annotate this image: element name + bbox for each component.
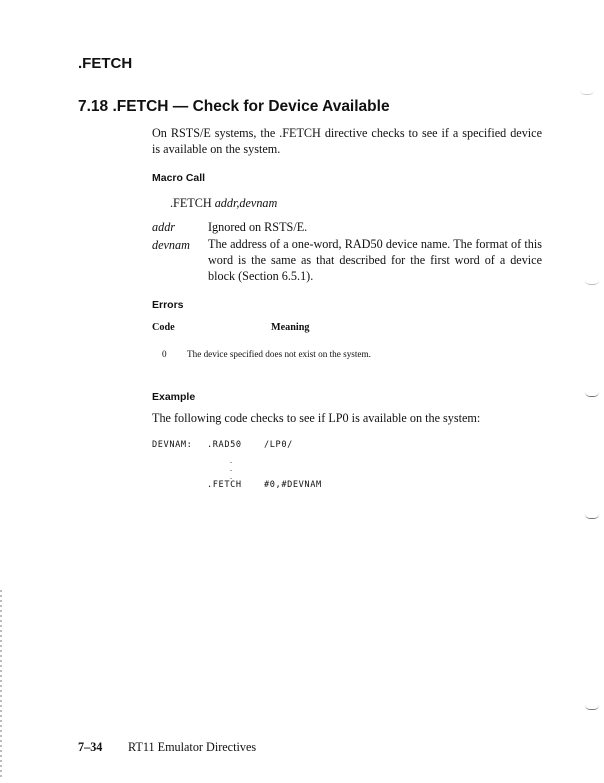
macro-call-heading: Macro Call — [152, 172, 206, 184]
code-op: .RAD50 — [207, 440, 242, 450]
argument-description: Ignored on RSTS/E. — [208, 220, 308, 234]
margin-mark — [585, 392, 599, 397]
section-title — [78, 98, 390, 116]
argument-name: addr — [152, 220, 176, 234]
section-number: 7.18 — [78, 98, 109, 115]
errors-code-header: Code — [152, 322, 175, 333]
error-meaning: The device specified does not exist on the system. — [187, 349, 371, 359]
margin-mark — [585, 280, 599, 285]
macro-directive: .FETCH — [170, 196, 212, 210]
code-arg: #0,#DEVNAM — [264, 480, 322, 490]
margin-mark — [580, 90, 594, 95]
argument-description: The address of a one-word, RAD50 device name. The format of this word is the same as that described for the first word of a device block (Section 6.5.1). — [208, 237, 542, 283]
section-title-text: .FETCH — Check for Device Available — [112, 98, 390, 115]
error-code: 0 — [162, 349, 167, 359]
argument-name: devnam — [152, 238, 190, 252]
page-number: 7–34 — [78, 740, 103, 754]
example-heading: Example — [152, 391, 196, 403]
code-op: .FETCH — [207, 480, 242, 490]
margin-mark — [585, 514, 599, 519]
scan-edge — [0, 590, 2, 780]
footer-chapter: RT11 Emulator Directives — [128, 740, 257, 754]
running-head: .FETCH — [78, 55, 133, 72]
margin-mark — [585, 705, 599, 710]
macro-call-syntax — [170, 196, 277, 211]
code-label: DEVNAM: — [152, 440, 193, 450]
code-ellipsis: . . . — [230, 456, 232, 481]
errors-meaning-header: Meaning — [271, 322, 310, 333]
errors-heading: Errors — [152, 299, 184, 311]
example-intro: The following code checks to see if LP0 is available on the system: — [152, 411, 481, 425]
macro-args: addr,devnam — [214, 196, 278, 210]
intro-paragraph: On RSTS/E systems, the .FETCH directive checks to see if a specified device is available on the system. — [152, 126, 542, 156]
code-arg: /LP0/ — [264, 440, 293, 450]
